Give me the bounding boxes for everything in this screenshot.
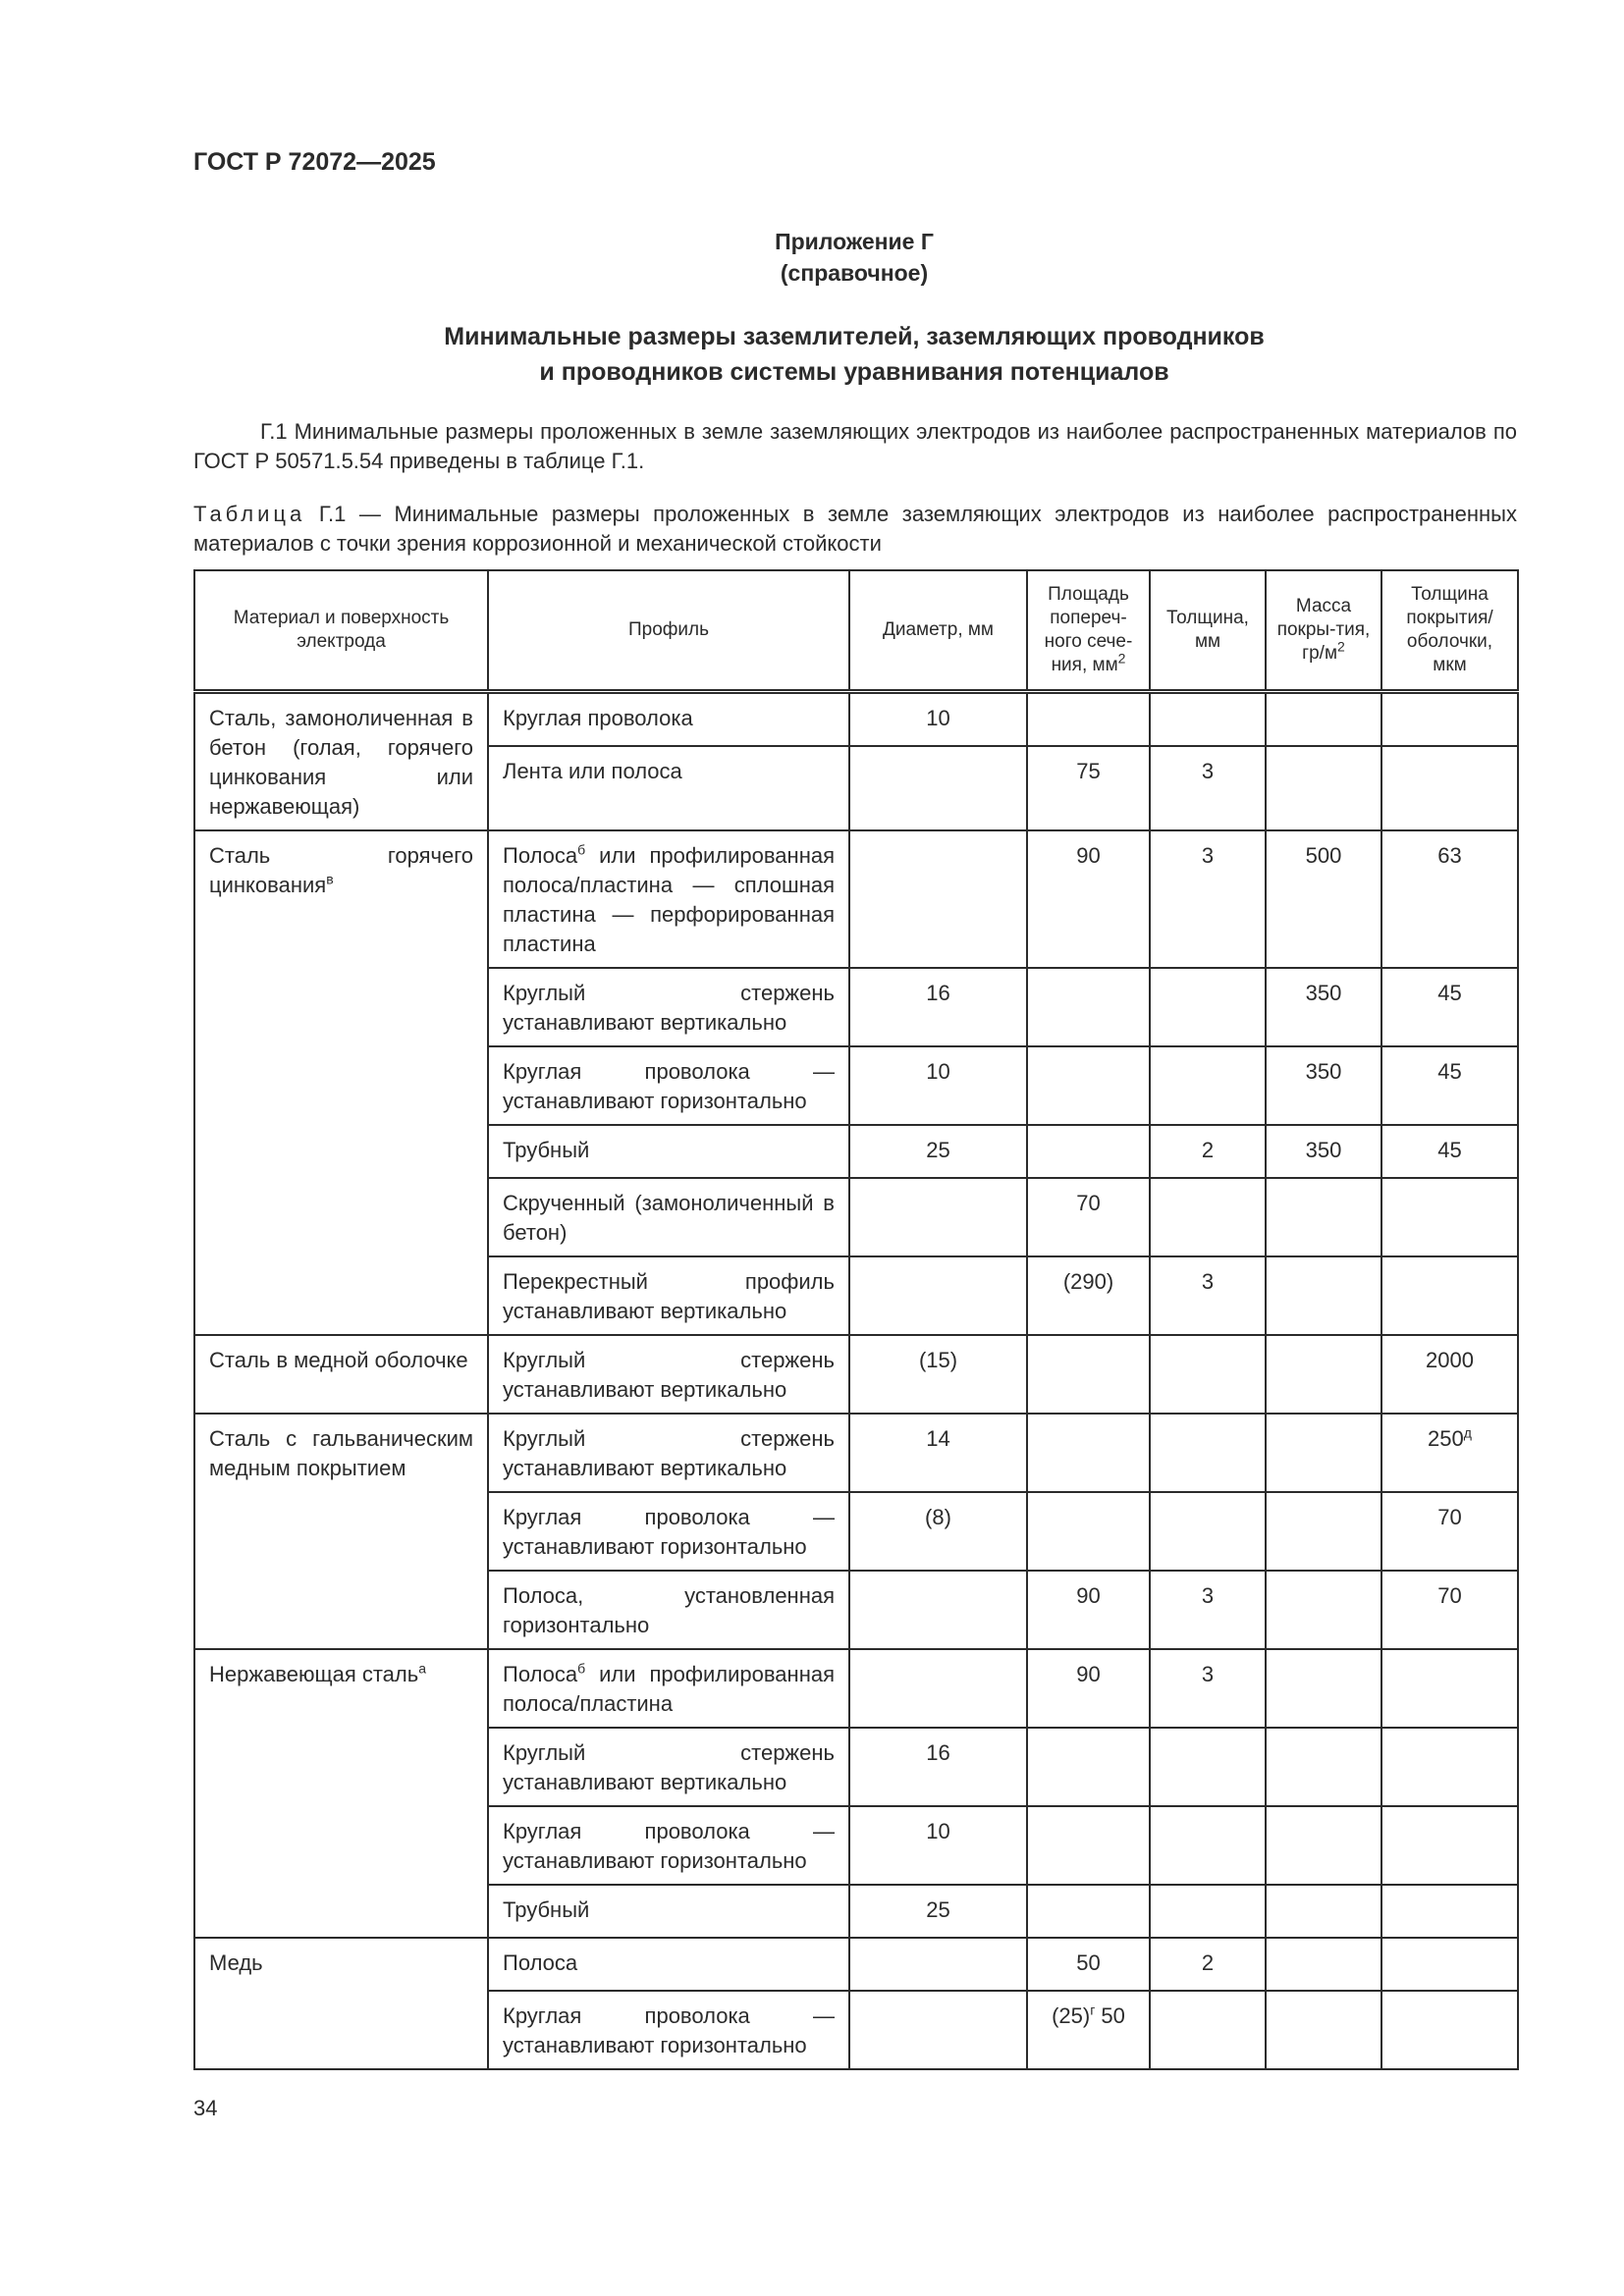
cell-diameter-text: 10	[926, 705, 950, 730]
cell-diameter	[849, 1571, 1027, 1649]
cell-mass-text: 350	[1305, 980, 1342, 1005]
cell-diameter	[849, 830, 1027, 968]
table-caption-text: Г.1 — Минимальные размеры проложенных в земле заземляющих электродов из наиболее распространенных материалов с точки зрения коррозионной и механической стойкости	[193, 502, 1517, 556]
cell-thickness	[1150, 1492, 1266, 1571]
cell-profile-text: Круглая проволока — устанавливают горизонтально	[503, 1818, 835, 1873]
cell-area	[1027, 1728, 1150, 1806]
cell-area-text: (25)	[1052, 2002, 1091, 2028]
cell-coating-text: 45	[1437, 980, 1462, 1005]
cell-coating-text: 70	[1437, 1582, 1462, 1608]
cell-profile	[488, 1938, 849, 1991]
cell-coating	[1381, 1178, 1518, 1256]
cell-thickness	[1150, 1414, 1266, 1492]
cell-diameter-text: (8)	[925, 1504, 951, 1529]
cell-thickness-text: 3	[1201, 1582, 1215, 1608]
cell-thickness-text: 3	[1201, 759, 1215, 784]
cell-area-text: 70	[1076, 1190, 1101, 1215]
cell-thickness	[1150, 1806, 1266, 1885]
cell-coating	[1381, 1991, 1518, 2069]
cell-profile	[488, 1885, 849, 1938]
page-number: 34	[193, 2096, 218, 2120]
cell-profile-tail: или профилированная полоса/пластина	[503, 1661, 835, 1716]
cell-material-text: Медь	[209, 1949, 263, 1975]
cell-thickness	[1150, 1178, 1266, 1256]
cell-mass	[1266, 1938, 1381, 1991]
cell-thickness-text: 2	[1201, 1137, 1215, 1162]
cell-profile	[488, 968, 849, 1046]
appendix-heading	[0, 226, 1624, 289]
appendix-type: (справочное)	[780, 260, 929, 286]
header-diameter: Диаметр, мм	[849, 570, 1027, 691]
cell-mass	[1266, 1178, 1381, 1256]
cell-area	[1027, 1414, 1150, 1492]
cell-profile-text: Полоса	[503, 842, 578, 868]
cell-profile-text: Перекрестный профиль устанавливают вертикально	[503, 1268, 835, 1323]
cell-coating-text: 45	[1437, 1137, 1462, 1162]
cell-mass	[1266, 830, 1381, 968]
cell-mass	[1266, 1649, 1381, 1728]
cell-area	[1027, 1571, 1150, 1649]
cell-profile-text: Лента или полоса	[503, 759, 682, 784]
cell-thickness	[1150, 1938, 1266, 1991]
cell-area	[1027, 1046, 1150, 1125]
table-header-row	[194, 570, 1518, 691]
cell-mass	[1266, 691, 1381, 746]
cell-profile	[488, 1991, 849, 2069]
cell-diameter-text: 10	[926, 1818, 950, 1843]
cell-area	[1027, 691, 1150, 746]
cell-mass	[1266, 1885, 1381, 1938]
cell-profile-text: Круглая проволока — устанавливают горизонтально	[503, 1504, 835, 1559]
cell-thickness	[1150, 691, 1266, 746]
cell-diameter-text: 16	[926, 980, 950, 1005]
header-area-sup: 2	[1117, 650, 1126, 667]
appendix-title-line: Минимальные размеры заземлителей, заземляющих проводников	[444, 323, 1265, 350]
cell-diameter	[849, 1256, 1027, 1335]
cell-area	[1027, 1806, 1150, 1885]
cell-thickness	[1150, 1571, 1266, 1649]
cell-thickness	[1150, 1046, 1266, 1125]
appendix-title	[0, 319, 1624, 390]
cell-material	[194, 1414, 488, 1649]
cell-thickness-text: 3	[1201, 842, 1215, 868]
cell-coating	[1381, 746, 1518, 829]
cell-coating	[1381, 1256, 1518, 1335]
cell-profile-text: Трубный	[503, 1896, 590, 1922]
cell-mass	[1266, 1492, 1381, 1571]
cell-mass	[1266, 1256, 1381, 1335]
document-header: ГОСТ Р 72072—2025	[193, 148, 436, 176]
cell-profile	[488, 1728, 849, 1806]
cell-coating	[1381, 1728, 1518, 1806]
cell-coating-text: 2000	[1426, 1347, 1474, 1372]
cell-profile-text: Круглый стержень устанавливают вертикально	[503, 980, 835, 1035]
cell-thickness	[1150, 1256, 1266, 1335]
cell-material-text: Сталь с гальваническим медным покрытием	[209, 1425, 473, 1480]
cell-coating	[1381, 1571, 1518, 1649]
table-row	[194, 1335, 1518, 1414]
table-row	[194, 1938, 1518, 1991]
cell-mass-text: 350	[1305, 1137, 1342, 1162]
cell-mass	[1266, 1571, 1381, 1649]
cell-coating	[1381, 1885, 1518, 1938]
cell-diameter	[849, 1991, 1027, 2069]
cell-profile-text: Полоса	[503, 1661, 578, 1686]
cell-profile-text: Круглая проволока — устанавливают горизонтально	[503, 2002, 835, 2057]
cell-profile	[488, 1414, 849, 1492]
cell-thickness-text: 3	[1201, 1268, 1215, 1294]
header-material: Материал и поверхность электрода	[194, 570, 488, 691]
cell-diameter	[849, 968, 1027, 1046]
cell-area	[1027, 968, 1150, 1046]
cell-area	[1027, 830, 1150, 968]
cell-profile-text: Круглый стержень устанавливают вертикально	[503, 1347, 835, 1402]
cell-area	[1027, 1938, 1150, 1991]
cell-coating	[1381, 1125, 1518, 1178]
cell-diameter	[849, 1806, 1027, 1885]
header-profile: Профиль	[488, 570, 849, 691]
cell-mass	[1266, 746, 1381, 829]
cell-area	[1027, 746, 1150, 829]
table-row	[194, 1649, 1518, 1728]
table-body	[194, 691, 1518, 2069]
table-caption-label: Таблица	[193, 502, 306, 526]
cell-profile	[488, 1046, 849, 1125]
appendix-label: Приложение Г	[775, 229, 934, 254]
table-caption	[193, 500, 1517, 559]
cell-diameter-text: 14	[926, 1425, 950, 1451]
cell-area	[1027, 1335, 1150, 1414]
cell-material	[194, 1649, 488, 1938]
cell-thickness	[1150, 968, 1266, 1046]
cell-diameter	[849, 1938, 1027, 1991]
cell-mass	[1266, 1046, 1381, 1125]
cell-diameter-text: 25	[926, 1896, 950, 1922]
cell-material	[194, 830, 488, 1335]
dimensions-table	[193, 569, 1519, 2070]
cell-profile	[488, 691, 849, 746]
cell-coating	[1381, 1335, 1518, 1414]
cell-coating-text: 70	[1437, 1504, 1462, 1529]
cell-profile-text: Круглая проволока	[503, 705, 693, 730]
cell-diameter	[849, 1046, 1027, 1125]
cell-diameter	[849, 746, 1027, 829]
cell-diameter-text: 10	[926, 1058, 950, 1084]
cell-thickness-text: 3	[1201, 1661, 1215, 1686]
cell-area	[1027, 1125, 1150, 1178]
table-row	[194, 830, 1518, 968]
cell-area-text: 50	[1076, 1949, 1101, 1975]
cell-profile	[488, 1178, 849, 1256]
cell-coating	[1381, 1046, 1518, 1125]
cell-profile	[488, 746, 849, 829]
cell-area-text: 90	[1076, 1582, 1101, 1608]
cell-thickness	[1150, 1649, 1266, 1728]
cell-mass	[1266, 1414, 1381, 1492]
cell-diameter	[849, 1885, 1027, 1938]
cell-profile-text: Трубный	[503, 1137, 590, 1162]
cell-profile-text: Круглый стержень устанавливают вертикально	[503, 1739, 835, 1794]
cell-diameter	[849, 1728, 1027, 1806]
cell-profile-tail: или профилированная полоса/пластина — сплошная пластина — перфорированная пластина	[503, 842, 835, 956]
cell-profile	[488, 1256, 849, 1335]
cell-coating	[1381, 1414, 1518, 1492]
cell-coating-text: 250	[1428, 1425, 1464, 1451]
header-mass-text: Масса покры-тия, гр/м	[1276, 595, 1371, 664]
cell-material-sup: а	[418, 1660, 427, 1677]
cell-diameter	[849, 1335, 1027, 1414]
cell-mass	[1266, 1125, 1381, 1178]
cell-area-sup: г	[1090, 2002, 1096, 2018]
cell-mass	[1266, 968, 1381, 1046]
cell-material-text: Нержавеющая сталь	[209, 1661, 419, 1686]
cell-coating-text: 63	[1437, 842, 1462, 868]
cell-area	[1027, 1649, 1150, 1728]
cell-thickness	[1150, 1125, 1266, 1178]
cell-profile-text: Полоса, установленная горизонтально	[503, 1582, 835, 1637]
cell-diameter-text: 25	[926, 1137, 950, 1162]
cell-mass	[1266, 1335, 1381, 1414]
cell-diameter	[849, 691, 1027, 746]
cell-diameter	[849, 1492, 1027, 1571]
header-thickness: Толщина, мм	[1150, 570, 1266, 691]
cell-coating-text: 45	[1437, 1058, 1462, 1084]
cell-diameter	[849, 1414, 1027, 1492]
cell-material-sup: в	[326, 871, 334, 887]
cell-profile	[488, 1649, 849, 1728]
cell-coating	[1381, 1492, 1518, 1571]
cell-diameter	[849, 1178, 1027, 1256]
cell-diameter-text: 16	[926, 1739, 950, 1765]
cell-material-text: Сталь в медной оболочке	[209, 1347, 468, 1372]
cell-profile-sup: б	[577, 1660, 586, 1677]
cell-area-text: 90	[1076, 842, 1101, 868]
table-row	[194, 1414, 1518, 1492]
cell-profile	[488, 1125, 849, 1178]
cell-material	[194, 1335, 488, 1414]
header-area-text: Площадь попереч-ного сече-ния, мм	[1044, 583, 1133, 675]
cell-profile-sup: б	[577, 841, 586, 858]
cell-diameter-text: (15)	[918, 1347, 958, 1372]
cell-mass	[1266, 1806, 1381, 1885]
cell-profile	[488, 1335, 849, 1414]
cell-area-text: (290)	[1062, 1268, 1114, 1294]
cell-profile	[488, 1806, 849, 1885]
cell-profile	[488, 1492, 849, 1571]
cell-area	[1027, 1492, 1150, 1571]
cell-profile	[488, 830, 849, 968]
cell-thickness	[1150, 1885, 1266, 1938]
cell-coating-sup: д	[1463, 1424, 1472, 1441]
cell-coating	[1381, 830, 1518, 968]
cell-area-text: 90	[1076, 1661, 1101, 1686]
cell-material	[194, 691, 488, 830]
cell-material-text: Сталь горячего цинкования	[209, 842, 473, 897]
cell-thickness	[1150, 1728, 1266, 1806]
cell-area-tail: 50	[1095, 2002, 1125, 2028]
cell-area	[1027, 1256, 1150, 1335]
cell-coating	[1381, 1649, 1518, 1728]
header-coating: Толщина покрытия/ оболочки, мкм	[1381, 570, 1518, 691]
cell-profile-text: Круглый стержень устанавливают вертикально	[503, 1425, 835, 1480]
cell-thickness	[1150, 830, 1266, 968]
cell-material-text: Сталь, замоноличенная в бетон (голая, горячего цинкования или нержавеющая)	[209, 705, 473, 819]
header-mass-sup: 2	[1337, 638, 1345, 655]
header-mass	[1266, 570, 1381, 691]
appendix-title-line: и проводников системы уравнивания потенциалов	[539, 358, 1169, 386]
cell-mass-text: 500	[1305, 842, 1342, 868]
cell-profile-text: Круглая проволока — устанавливают горизонтально	[503, 1058, 835, 1113]
cell-area-text: 75	[1076, 759, 1101, 784]
cell-profile-text: Скрученный (замоноличенный в бетон)	[503, 1190, 835, 1245]
cell-area	[1027, 1991, 1150, 2069]
cell-thickness-text: 2	[1201, 1949, 1215, 1975]
cell-profile	[488, 1571, 849, 1649]
cell-thickness	[1150, 746, 1266, 829]
cell-diameter	[849, 1649, 1027, 1728]
header-area	[1027, 570, 1150, 691]
cell-diameter	[849, 1125, 1027, 1178]
cell-coating	[1381, 1806, 1518, 1885]
cell-mass-text: 350	[1305, 1058, 1342, 1084]
cell-coating	[1381, 1938, 1518, 1991]
cell-mass	[1266, 1991, 1381, 2069]
cell-mass	[1266, 1728, 1381, 1806]
cell-profile-text: Полоса	[503, 1949, 578, 1975]
table-row	[194, 691, 1518, 746]
intro-paragraph: Г.1 Минимальные размеры проложенных в земле заземляющих электродов из наиболее распространенных материалов по ГОСТ Р 50571.5.54 приведены в таблице Г.1.	[193, 419, 1517, 473]
cell-coating	[1381, 691, 1518, 746]
cell-thickness	[1150, 1991, 1266, 2069]
cell-material	[194, 1938, 488, 2069]
cell-area	[1027, 1885, 1150, 1938]
cell-thickness	[1150, 1335, 1266, 1414]
cell-coating	[1381, 968, 1518, 1046]
cell-area	[1027, 1178, 1150, 1256]
